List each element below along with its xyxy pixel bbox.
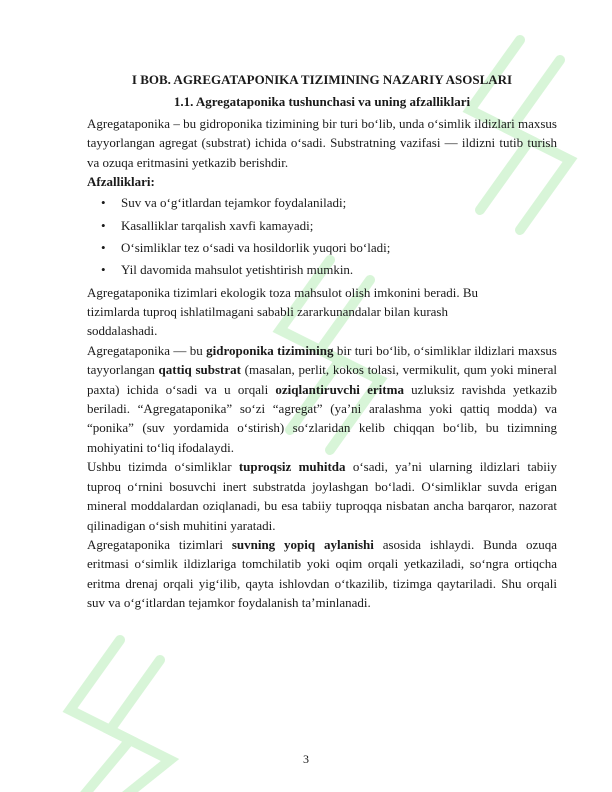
page-content	[87, 70, 557, 613]
advantages-list	[87, 192, 557, 281]
circulation-paragraph	[87, 535, 557, 613]
bold-term: tuproqsiz muhitda	[238, 459, 346, 475]
text-run: (masalan, perlit, kokos tolasi, vermikulit, qum yoki mineral paxta) ichida o‘sadi va u orqali	[87, 362, 557, 397]
list-item: • Yil davomida mahsulot yetishtirish mumkin.	[121, 259, 557, 281]
watermark-logo-bottom	[70, 640, 170, 792]
text-run: Agregataponika tizimlari	[87, 536, 232, 552]
section-heading: 1.1. Agregataponika tushunchasi va uning afzalliklari	[173, 94, 471, 110]
text-run: o‘sadi, ya’ni ularning ildizlari tabiiy tuproq o‘rnini bosuvchi inert substratda joylashgan bo‘ladi. O‘simliklar suvda erigan mineral moddalardan oziqlanadi, bu esa tabiiy tuproqqa nisbatan ancha barqaror, nazorat qilinadigan o‘sish muhitini yaratadi.	[87, 459, 557, 533]
bold-term: gidroponika tizimining	[206, 342, 334, 358]
bold-term: oziqlantiruvchi eritma	[275, 381, 404, 397]
definition-paragraph	[87, 341, 557, 457]
intro-paragraph: Agregataponika – bu gidroponika tizimining bir turi bo‘lib, unda o‘simlik ildizlari maxsus tayyorlangan agregat (substrat) ichida o‘sadi. Substratning vazifasi — ildizni tutib turish va ozuqa eritmasini yetkazib berishdir.	[87, 115, 557, 170]
text-run: bir turi bo‘lib, o‘simliklar ildizlari maxsus tayyorlangan	[87, 342, 557, 378]
list-item: • Suv va o‘g‘itlardan tejamkor foydalaniladi;	[121, 192, 557, 214]
chapter-heading: I BOB. AGREGATAPONIKA TIZIMINING NAZARIY ASOSLARI	[131, 72, 513, 87]
eco-paragraph	[87, 283, 557, 341]
eco-line-3: soddalashadi.	[87, 323, 158, 339]
bold-term: qattiq substrat	[158, 362, 241, 378]
page-number: 3	[303, 752, 309, 766]
bold-term: suvning yopiq aylanishi	[231, 536, 374, 552]
text-run: asosida ishlaydi. Bunda ozuqa eritmasi o‘simlik ildizlariga tomchilatib yoki oqim orqali yetkaziladi, so‘ngra ortiqcha eritma drenaj orqali yig‘ilib, qayta ishlovdan o‘tkazilib, tizimga qaytariladi. Shu orqali suv va o‘g‘itlardan tejamkor foydalanish ta’minlanadi.	[87, 536, 557, 611]
eco-line-1: Agregataponika tizimlari ekologik toza mahsulot olish imkonini beradi. Bu	[87, 284, 479, 300]
list-item: • Kasalliklar tarqalish xavfi kamayadi;	[121, 215, 557, 237]
soilless-paragraph	[87, 457, 557, 535]
text-run: Ushbu tizimda o‘simliklar	[87, 459, 239, 475]
advantages-title: Afzalliklari:	[87, 174, 155, 190]
text-run: uzluksiz ravishda yetkazib beriladi. “Agregataponika” so‘zi “agregat” (ya’ni aralashma yoki qattiq modda) va “ponika” (suv yordamida o‘stirish) so‘zlaridan kelib chiqqan bo‘lib, bu tizimning mohiyatini to‘liq ifodalaydi.	[87, 381, 557, 455]
list-item: • O‘simliklar tez o‘sadi va hosildorlik yuqori bo‘ladi;	[121, 237, 557, 259]
eco-line-2: tizimlarda tuproq ishlatilmagani sababli zararkunandalar bilan kurash	[87, 304, 448, 320]
text-run: Agregataponika — bu	[87, 342, 207, 358]
